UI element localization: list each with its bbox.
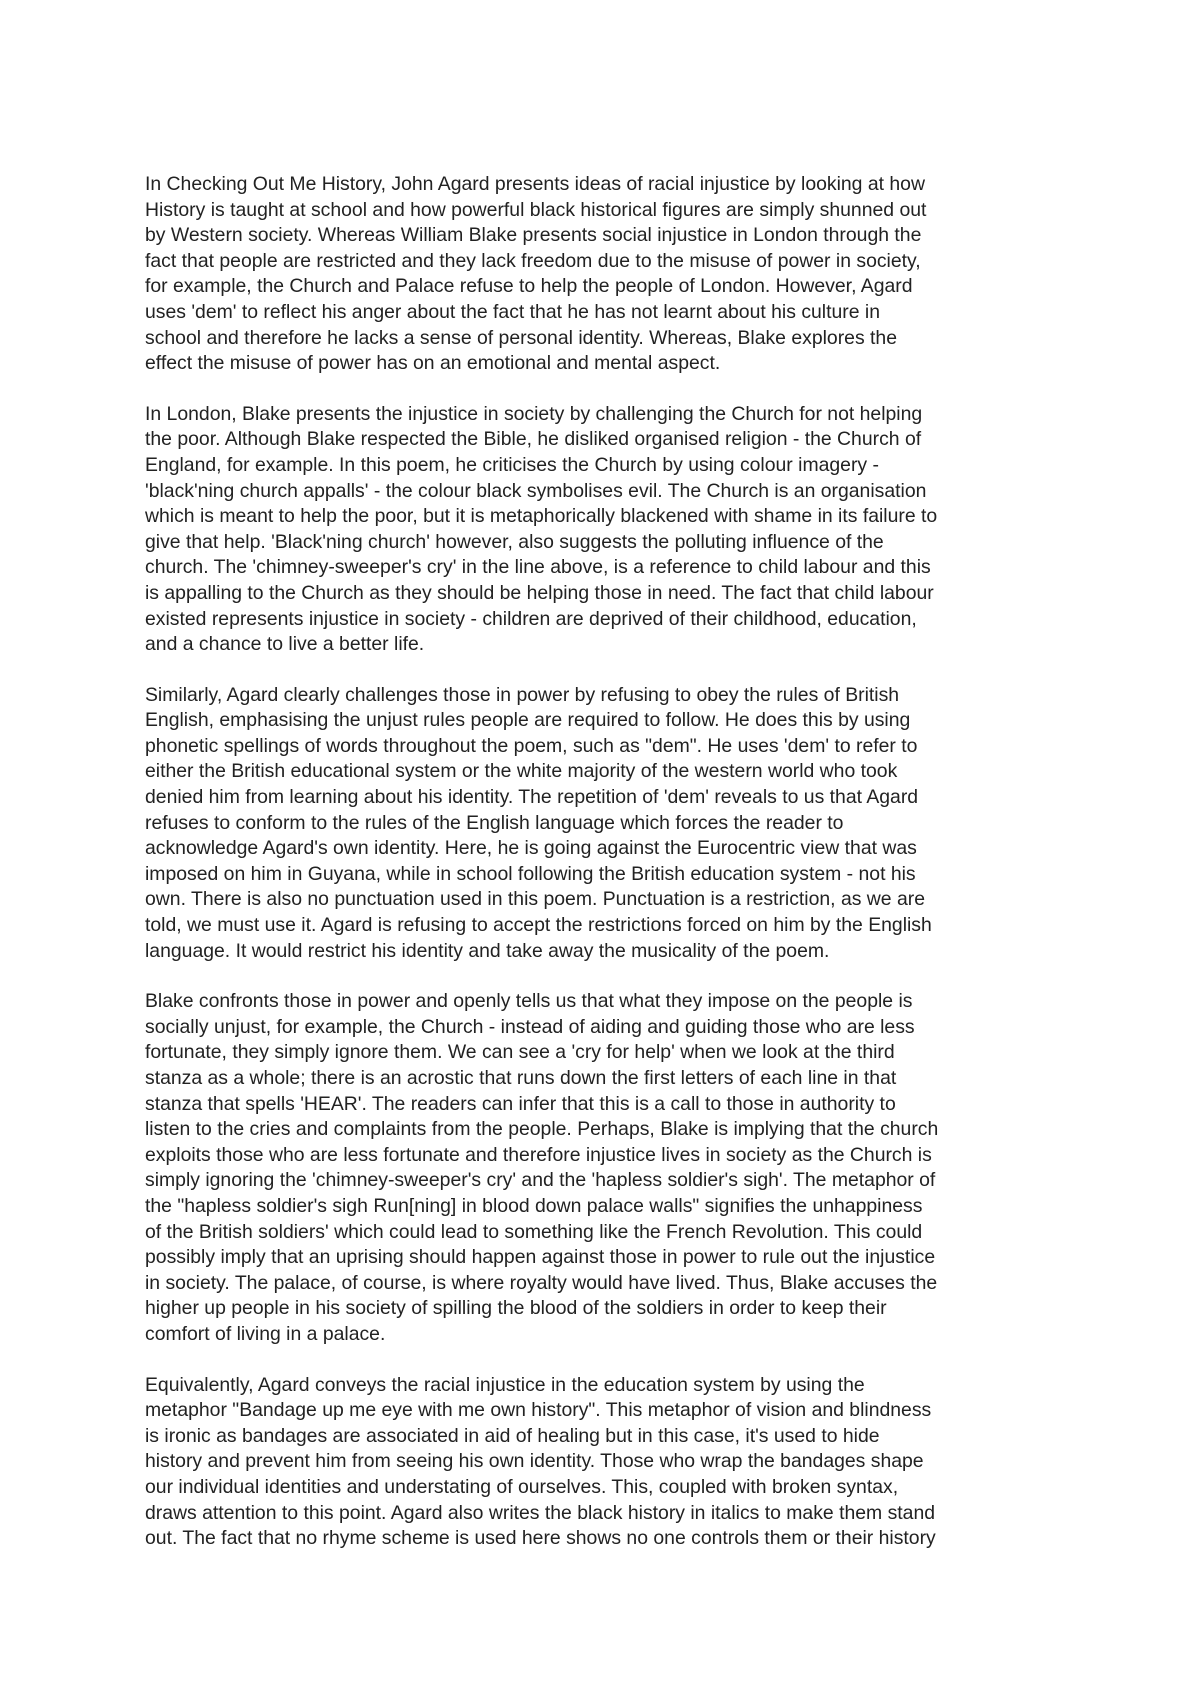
text-line: and a chance to live a better life. bbox=[145, 633, 425, 656]
text-line: told, we must use it. Agard is refusing to accept the restrictions forced on him by the English bbox=[145, 914, 932, 937]
text-line: uses 'dem' to reflect his anger about the fact that he has not learnt about his culture in bbox=[145, 300, 880, 323]
text-line: the "hapless soldier's sigh Run[ning] in blood down palace walls" signifies the unhappiness bbox=[145, 1194, 923, 1217]
text-line: comfort of living in a palace. bbox=[145, 1322, 386, 1345]
text-line: In Checking Out Me History, John Agard presents ideas of racial injustice by looking at how bbox=[145, 173, 925, 195]
text-line: by Western society. Whereas William Blake presents social injustice in London through the bbox=[145, 224, 922, 247]
paragraph-5 bbox=[145, 1373, 1065, 1552]
text-line: the poor. Although Blake respected the Bible, he disliked organised religion - the Church of bbox=[145, 428, 922, 451]
text-line: 'black'ning church appalls' - the colour black symbolises evil. The Church is an organisation bbox=[145, 479, 927, 502]
text-line: listen to the cries and complaints from the people. Perhaps, Blake is implying that the church bbox=[145, 1118, 939, 1141]
text-line: of the British soldiers' which could lead to something like the French Revolution. This could bbox=[145, 1220, 923, 1243]
text-line: imposed on him in Guyana, while in school following the British education system - not his bbox=[145, 862, 916, 885]
text-line: church. The 'chimney-sweeper's cry' in the line above, is a reference to child labour and this bbox=[145, 556, 931, 579]
text-line: stanza as a whole; there is an acrostic that runs down the first letters of each line in that bbox=[145, 1067, 897, 1089]
text-line: history and prevent him from seeing his own identity. Those who wrap the bandages shape bbox=[145, 1450, 924, 1473]
text-line: give that help. 'Black'ning church' however, also suggests the polluting influence of the bbox=[145, 530, 884, 553]
text-line: higher up people in his society of spilling the blood of the soldiers in order to keep their bbox=[145, 1297, 887, 1320]
text-line: either the British educational system or the white majority of the western world who took bbox=[145, 760, 898, 783]
text-line: denied him from learning about his identity. The repetition of 'dem' reveals to us that Agard bbox=[145, 786, 919, 809]
text-line: possibly imply that an uprising should happen against those in power to rule out the injustice bbox=[145, 1246, 936, 1269]
text-line: out. The fact that no rhyme scheme is used here shows no one controls them or their history bbox=[145, 1527, 936, 1550]
text-line: Equivalently, Agard conveys the racial injustice in the education system by using the bbox=[145, 1373, 865, 1396]
text-line: our individual identities and understating of ourselves. This, coupled with broken syntax, bbox=[145, 1475, 899, 1498]
paragraph-4 bbox=[145, 989, 1065, 1347]
text-line: acknowledge Agard's own identity. Here, he is going against the Eurocentric view that was bbox=[145, 837, 917, 860]
text-line: Similarly, Agard clearly challenges those in power by refusing to obey the rules of British bbox=[145, 683, 900, 706]
paragraph-3 bbox=[145, 683, 1065, 965]
text-line: which is meant to help the poor, but it is metaphorically blackened with shame in its failure to bbox=[145, 505, 938, 528]
text-line: socially unjust, for example, the Church - instead of aiding and guiding those who are less bbox=[145, 1015, 915, 1038]
essay-body bbox=[145, 172, 1065, 1577]
text-line: language. It would restrict his identity and take away the musicality of the poem. bbox=[145, 939, 830, 962]
text-line: is appalling to the Church as they should be helping those in need. The fact that child labour bbox=[145, 581, 934, 604]
text-line: existed represents injustice in society - children are deprived of their childhood, education, bbox=[145, 607, 917, 630]
text-line: simply ignoring the 'chimney-sweeper's cry' and the 'hapless soldier's sigh'. The metaphor of bbox=[145, 1169, 936, 1192]
text-line: for example, the Church and Palace refuse to help the people of London. However, Agard bbox=[145, 275, 913, 298]
text-line: effect the misuse of power has on an emotional and mental aspect. bbox=[145, 352, 721, 375]
text-line: England, for example. In this poem, he criticises the Church by using colour imagery - bbox=[145, 453, 879, 476]
text-line: fortunate, they simply ignore them. We can see a 'cry for help' when we look at the third bbox=[145, 1041, 895, 1064]
text-line: metaphor "Bandage up me eye with me own history". This metaphor of vision and blindness bbox=[145, 1399, 932, 1422]
paragraph-2 bbox=[145, 402, 1065, 658]
text-line: is ironic as bandages are associated in aid of healing but in this case, it's used to hide bbox=[145, 1424, 880, 1447]
text-line: own. There is also no punctuation used in this poem. Punctuation is a restriction, as we are bbox=[145, 888, 926, 911]
text-line: in society. The palace, of course, is where royalty would have lived. Thus, Blake accuses the bbox=[145, 1271, 938, 1294]
text-line: In London, Blake presents the injustice in society by challenging the Church for not helping bbox=[145, 402, 923, 425]
text-line: History is taught at school and how powerful black historical figures are simply shunned out bbox=[145, 198, 927, 221]
text-line: school and therefore he lacks a sense of personal identity. Whereas, Blake explores the bbox=[145, 326, 897, 349]
text-line: Blake confronts those in power and openly tells us that what they impose on the people is bbox=[145, 990, 913, 1013]
text-line: English, emphasising the unjust rules people are required to follow. He does this by using bbox=[145, 709, 911, 732]
text-line: draws attention to this point. Agard also writes the black history in italics to make them stand bbox=[145, 1501, 936, 1524]
text-line: exploits those who are less fortunate and therefore injustice lives in society as the Church is bbox=[145, 1143, 932, 1166]
text-line: refuses to conform to the rules of the English language which forces the reader to bbox=[145, 811, 844, 834]
text-line: stanza that spells 'HEAR'. The readers can infer that this is a call to those in authority to bbox=[145, 1092, 896, 1115]
paragraph-1 bbox=[145, 172, 1065, 377]
text-line: phonetic spellings of words throughout the poem, such as "dem". He uses 'dem' to refer to bbox=[145, 734, 918, 757]
text-line: fact that people are restricted and they lack freedom due to the misuse of power in society, bbox=[145, 249, 921, 272]
